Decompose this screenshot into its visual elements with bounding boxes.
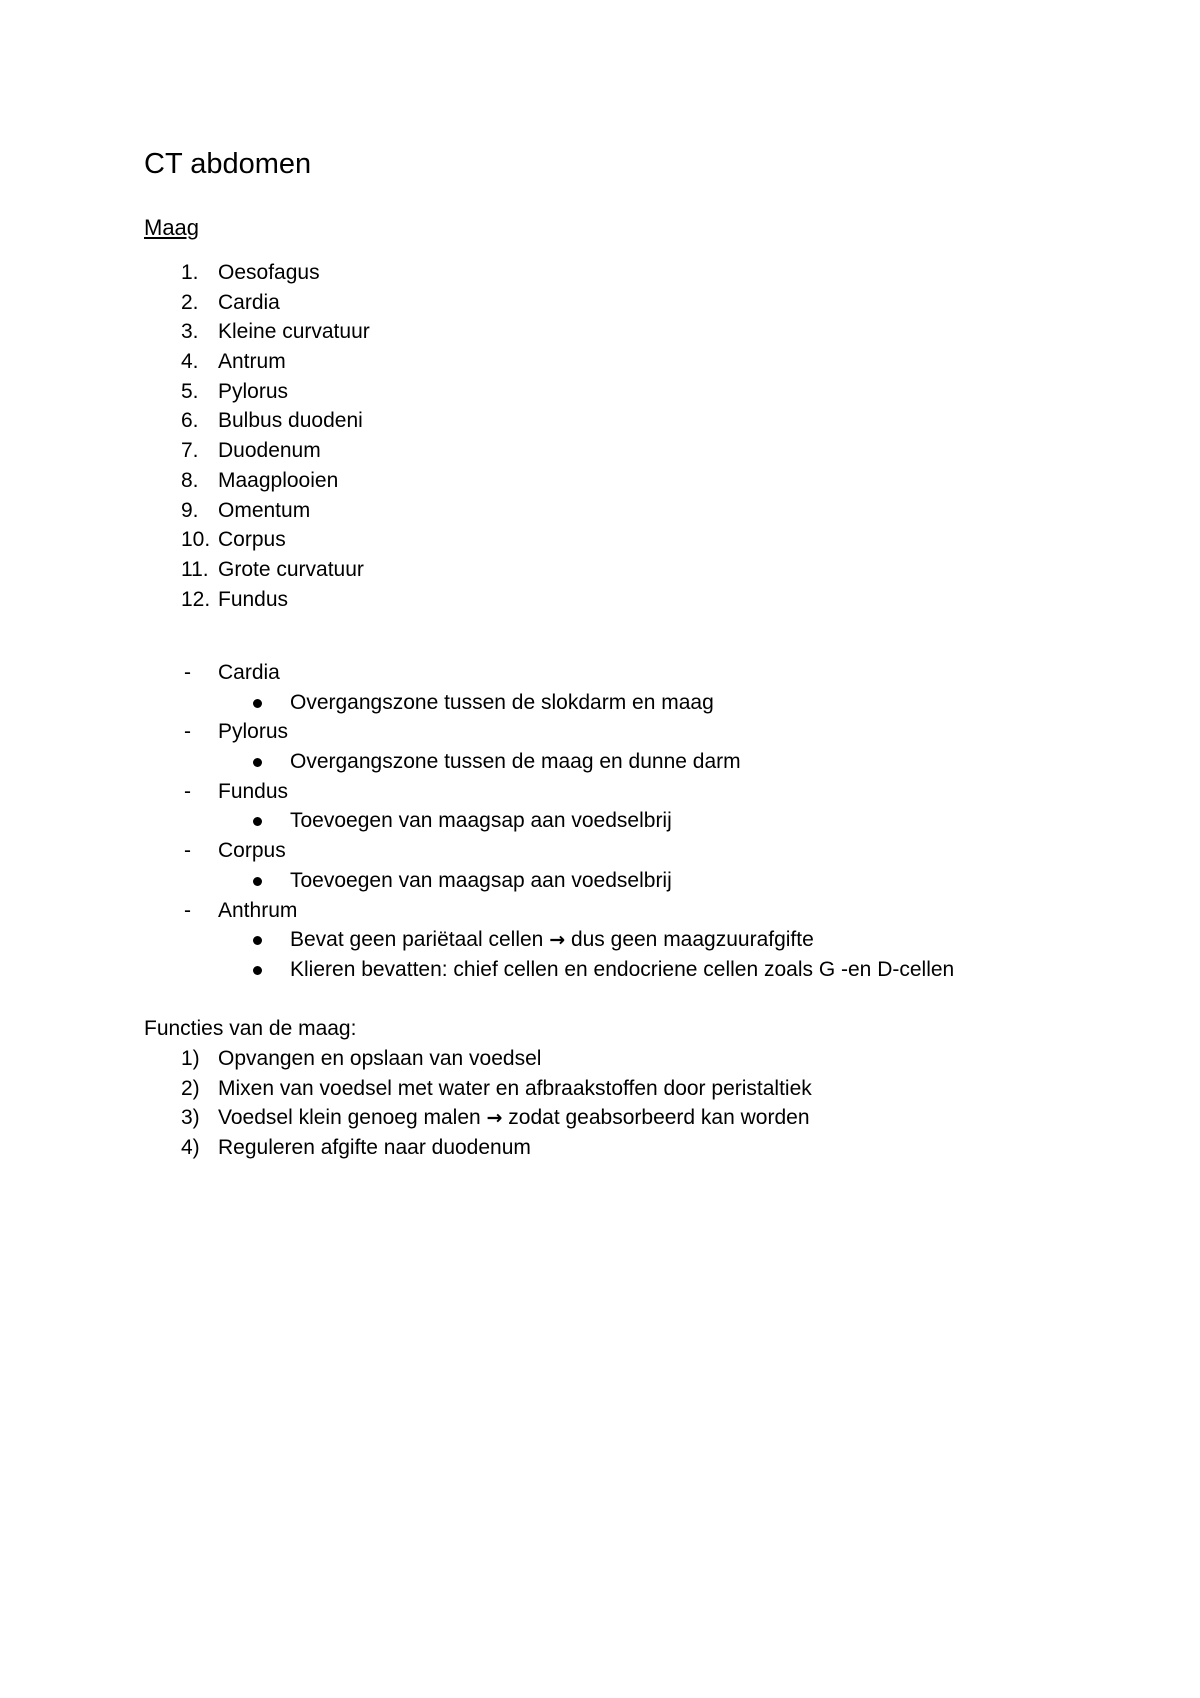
term-text: Pylorus	[218, 720, 289, 744]
point-text: Toevoegen van maagsap aan voedselbrij	[290, 809, 672, 833]
list-item	[0, 496, 1200, 526]
list-item	[0, 555, 1200, 585]
point-text: Overgangszone tussen de maag en dunne darm	[290, 750, 741, 774]
definition-point	[0, 688, 1200, 718]
term-text: Corpus	[218, 839, 286, 863]
list-item-number: 6.	[181, 409, 199, 433]
list-item	[0, 466, 1200, 496]
bullet-icon	[253, 877, 262, 886]
list-item-text: Pylorus	[218, 379, 289, 403]
definition-point	[0, 955, 1200, 985]
list-item	[0, 1103, 1200, 1133]
list-item-number: 4)	[181, 1136, 200, 1160]
point-text: Toevoegen van maagsap aan voedselbrij	[290, 868, 672, 892]
list-item-text: Duodenum	[218, 439, 321, 463]
list-item-text: Antrum	[218, 350, 286, 374]
list-item-number: 12.	[181, 587, 211, 611]
list-item-text: Maagplooien	[218, 468, 339, 492]
dash-marker: -	[184, 661, 191, 684]
list-item-text	[218, 1103, 810, 1134]
dash-marker: -	[184, 720, 191, 744]
list-item-number: 1)	[181, 1047, 200, 1070]
list-item-number: 1.	[181, 261, 199, 284]
definition-point	[0, 866, 1200, 896]
list-item	[0, 317, 1200, 347]
dash-marker: -	[184, 839, 191, 863]
bullet-icon	[253, 936, 262, 945]
definition-term	[0, 896, 1200, 926]
point-text-before: Bevat geen pariëtaal cellen	[290, 928, 550, 952]
list-item-text: Reguleren afgifte naar duodenum	[218, 1136, 531, 1160]
page-title: CT abdomen	[144, 148, 312, 180]
functions-heading: Functies van de maag:	[144, 1017, 357, 1040]
definition-point	[0, 806, 1200, 836]
term-text: Cardia	[218, 661, 280, 684]
list-item-number: 7.	[181, 439, 199, 463]
list-item	[0, 1074, 1200, 1104]
definition-term	[0, 717, 1200, 747]
list-item-number: 2)	[181, 1076, 200, 1100]
list-item	[0, 288, 1200, 318]
list-item-text: Oesofagus	[218, 261, 320, 284]
point-text	[290, 925, 814, 956]
functions-list	[0, 1044, 1200, 1163]
list-item-text: Bulbus duodeni	[218, 409, 363, 433]
definition-point	[0, 747, 1200, 777]
list-item	[0, 1044, 1200, 1074]
term-text: Fundus	[218, 779, 289, 803]
list-item	[0, 258, 1200, 288]
list-item-text: Corpus	[218, 528, 286, 552]
dash-marker: -	[184, 898, 191, 922]
definition-term	[0, 658, 1200, 688]
list-item	[0, 377, 1200, 407]
section-heading-maag: Maag	[144, 215, 200, 240]
list-item-text: Grote curvatuur	[218, 557, 364, 581]
point-text-after: dus geen maagzuurafgifte	[565, 928, 814, 952]
list-item	[0, 406, 1200, 436]
definition-term	[0, 777, 1200, 807]
list-item-text-after: zodat geabsorbeerd kan worden	[502, 1106, 810, 1130]
list-item-number: 9.	[181, 498, 199, 522]
list-item	[0, 436, 1200, 466]
list-item	[0, 585, 1200, 615]
list-item-text: Mixen van voedsel met water en afbraakstoffen door peristaltiek	[218, 1076, 812, 1100]
bullet-icon	[253, 817, 262, 826]
bullet-icon	[253, 699, 262, 708]
list-item-number: 4.	[181, 350, 199, 374]
list-item-text: Kleine curvatuur	[218, 320, 370, 344]
list-item-text-before: Voedsel klein genoeg malen	[218, 1106, 487, 1130]
list-item-number: 11.	[181, 557, 209, 581]
definition-point	[0, 925, 1200, 955]
bullet-icon	[253, 966, 262, 975]
list-item-number: 5.	[181, 379, 199, 403]
arrow-right-icon: →	[549, 929, 566, 952]
point-text: Klieren bevatten: chief cellen en endocriene cellen zoals G -en D-cellen	[290, 957, 955, 981]
dash-marker: -	[184, 779, 191, 803]
definitions-list	[0, 658, 1200, 985]
arrow-right-icon: →	[486, 1107, 503, 1130]
list-item-number: 10.	[181, 528, 211, 552]
list-item-number: 2.	[181, 290, 199, 314]
list-item-text: Omentum	[218, 498, 311, 522]
list-item-text: Opvangen en opslaan van voedsel	[218, 1047, 542, 1070]
list-item-number: 3.	[181, 320, 199, 344]
bullet-icon	[253, 758, 262, 767]
definition-term	[0, 836, 1200, 866]
list-item	[0, 1133, 1200, 1163]
list-item	[0, 347, 1200, 377]
list-item	[0, 525, 1200, 555]
list-item-text: Fundus	[218, 587, 289, 611]
term-text: Anthrum	[218, 898, 298, 922]
list-item-number: 8.	[181, 468, 199, 492]
list-item-number: 3)	[181, 1106, 200, 1130]
point-text: Overgangszone tussen de slokdarm en maag	[290, 690, 714, 714]
numbered-list	[0, 258, 1200, 614]
list-item-text: Cardia	[218, 290, 280, 314]
